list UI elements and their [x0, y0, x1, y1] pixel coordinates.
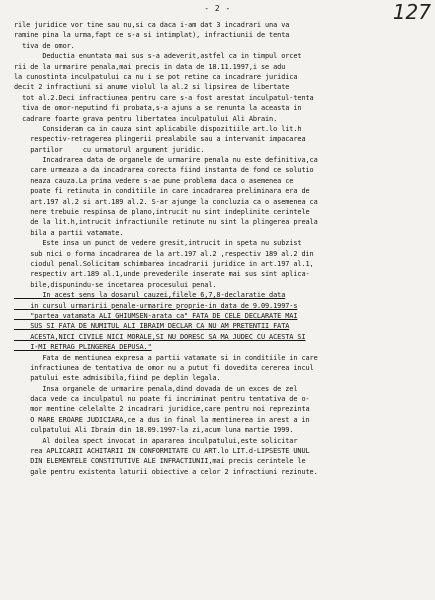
text-line: rea APLICARII ACHITARII IN CONFORMITATE CU ART.lo LIT.d-LIPSESTE UNUL — [14, 447, 310, 456]
text-line: "partea vatamata ALI GHIUMSEN-arata ca" FATA DE CELE DECLARATE MAI — [14, 311, 298, 320]
text-line: tiva de omor. — [14, 41, 75, 50]
text-line: de la lit.h,intrucit infractiunile retinute nu sint la plingerea preala — [14, 218, 318, 227]
text-line: ACESTA,NICI CIVILE NICI MORALE,SI NU DORESC SA MA JUDEC CU ACESTA SI — [14, 332, 306, 341]
text-line: mor mentine celelalte 2 incadrari juridice,care pentru noi reprezinta — [14, 405, 310, 414]
text-line: Al doilea spect invocat in apararea inculpatului,este solicitar — [14, 436, 298, 445]
text-line: care urmeaza a da incadrarea corecta fiind instanta de fond ce solutio — [14, 166, 314, 175]
text-line: Consideram ca in cauza sint aplicabile dispozitiile art.lo lit.h — [14, 124, 302, 133]
text-line: bila a partii vatamate. — [14, 228, 124, 237]
text-line: culpatului Ali Ibraim din 18.09.1997-la zi,acum luna martie 1999. — [14, 426, 294, 435]
text-line: in cursul urmaririi penale-urmarire proprie-in data de 9.09.1997-s — [14, 301, 298, 310]
page-number: - 2 - — [204, 4, 231, 13]
text-line: Insa organele de urmarire penala,dind dovada de un exces de zel — [14, 384, 298, 393]
text-line: ramine pina la urma,fapt ce s-a si intimplat), infractiunii de tenta — [14, 31, 290, 40]
text-line: decit 2 infractiuni si anume violul la al.2 si lipsirea de libertate — [14, 83, 290, 92]
text-line: respectiv art.189 al.1,unde prevederile inserate mai sus sint aplica- — [14, 270, 310, 279]
text-line: daca vede ca inculpatul nu poate fi incriminat pentru tentativa de o- — [14, 395, 310, 404]
text-line: DIN ELEMENTELE CONSTITUTIVE ALE INFRACTIUNII,mai precis cerintele le — [14, 457, 306, 466]
text-line: O MARE EROARE JUDICIARA,ce a dus in final la mentinerea in arest a in — [14, 415, 310, 424]
text-line: cadrare foarte grava pentru libertatea inculpatului Ali Abrain. — [14, 114, 278, 123]
handwritten-page-mark: 127 — [392, 0, 431, 24]
text-line: rii de la urmarire penala,mai precis in data de 18.11.1997,i se adu — [14, 62, 286, 71]
text-line: nere trebuie respinsa de plano,intrucit nu sint indeplinite cerintele — [14, 208, 310, 217]
text-line: neaza cauza.La prima vedere s-ae pune problema daca o asemenea ce — [14, 176, 294, 185]
text-line: art.197 al.2 si art.189 al.2. S-ar ajunge la concluzia ca o asemenea ca — [14, 197, 318, 206]
text-line: ciodul penal.Solicitam schimbarea incadrarii juridice in art.197 al.1, — [14, 259, 314, 268]
text-line: tot al.2.Deci infractiunea pentru care s-a fost arestat inculpatul-tenta — [14, 93, 314, 102]
text-line: Este insa un punct de vedere gresit,intrucit in speta nu subzist — [14, 239, 302, 248]
text-line: rile juridice vor tine sau nu,si ca daca i-am dat 3 incadrari una va — [14, 21, 290, 29]
text-line: Incadrarea data de organele de urmarire penala nu este definitiva,ca — [14, 156, 318, 165]
text-line: infractiunea de tentativa de omor nu a putut fi dovedita cererea incul — [14, 363, 314, 372]
text-line: la cunostinta inculpatului ca nu i se pot retine ca incadrare juridica — [14, 72, 298, 81]
text-line: sub nici o forma incadrarea de la art.197 al.2 ,respectiv 189 al.2 din — [14, 249, 314, 258]
document-body — [14, 20, 434, 477]
text-line: SUS SI FATA DE NUMITUL ALI IBRAIM DECLAR CA NU AM PRETENTII FATA — [14, 322, 290, 331]
text-line: patului este admisibila,fiind pe deplin legala. — [14, 374, 221, 383]
text-line: tiva de omor-neputind fi probata,s-a ajuns a se renunta la aceasta in — [14, 104, 302, 113]
text-line: Fata de mentiunea expresa a partii vatamate si in conditiile in care — [14, 353, 318, 362]
text-line: Deductia enuntata mai sus s-a adeverit,astfel ca in timpul orcet — [14, 52, 302, 61]
text-line: partilor cu urmatorul argument juridic. — [14, 145, 205, 154]
text-line: bile,dispunindu-se incetarea procesului penal. — [14, 280, 217, 289]
text-line: I-MI RETRAG PLINGEREA DEPUSA." — [14, 343, 152, 352]
text-line: respectiv-retragerea plingerii prealabile sau a intervanit impacarea — [14, 135, 306, 144]
text-line: poate fi retinuta in conditiile in care incadrarea preliminara era de — [14, 187, 310, 196]
text-line: gale pentru existenta laturii obiective a celor 2 infractiuni rezinute. — [14, 467, 318, 476]
text-line: In acest sens la dosarul cauzei,filele 6,7,8-declaratie data — [14, 291, 286, 300]
